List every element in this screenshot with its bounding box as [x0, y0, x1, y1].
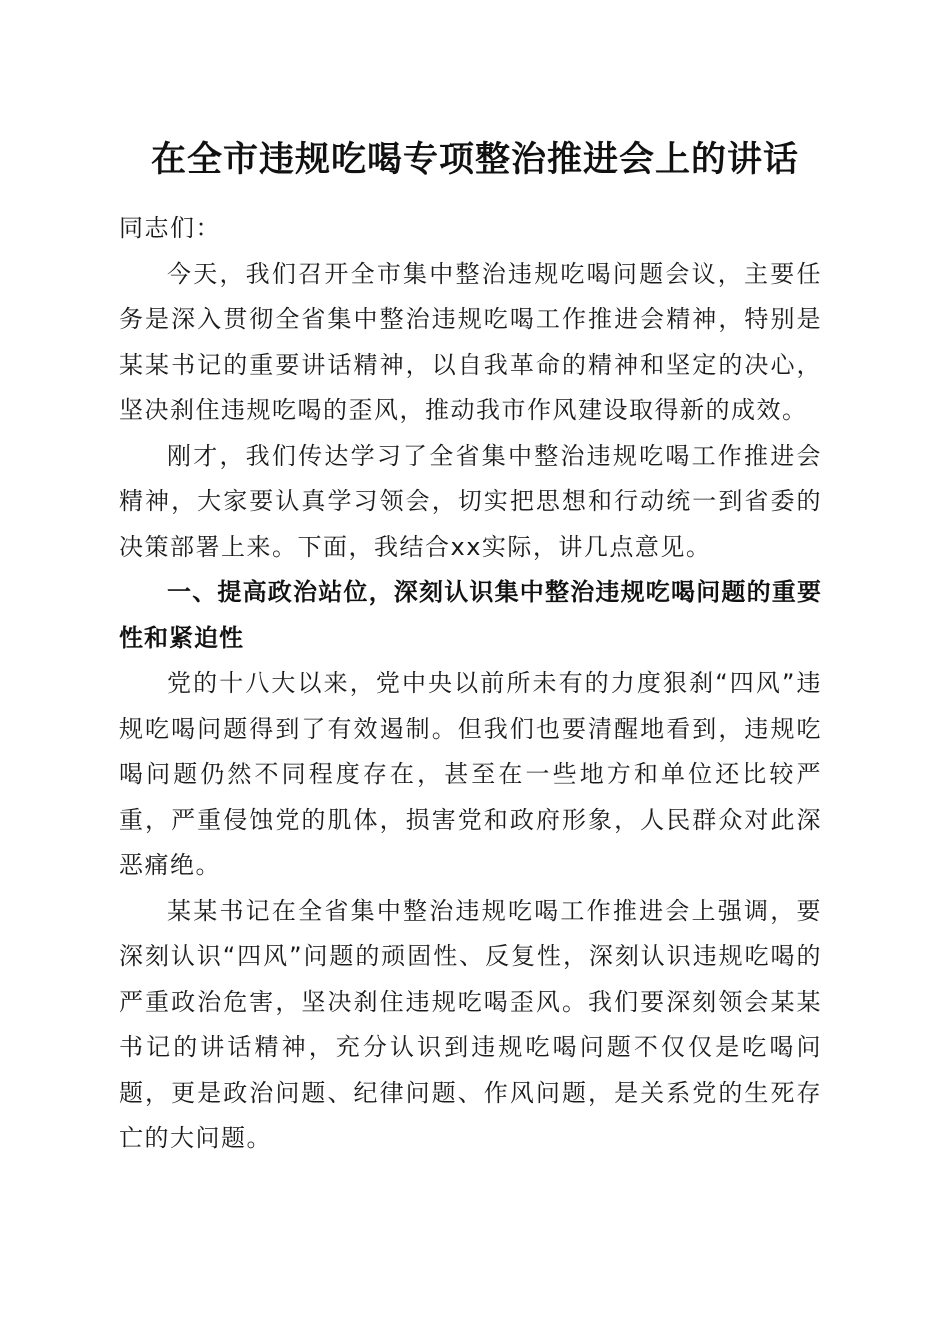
paragraph-intro: 刚才，我们传达学习了全省集中整治违规吃喝工作推进会精神，大家要认真学习领会，切实把思想和行动统一到省委的决策部署上来。下面，我结合xx实际，讲几点意见。: [119, 441, 822, 561]
section-heading-1: 一、提高政治站位，深刻认识集中整治违规吃喝问题的重要性和紧迫性: [119, 578, 822, 652]
paragraph-opening: 今天，我们召开全市集中整治违规吃喝问题会议，主要任务是深入贯彻全省集中整治违规吃喝工作推进会精神，特别是某某书记的重要讲话精神，以自我革命的精神和坚定的决心，坚决刹住违规吃喝的歪风，推动我市作风建设取得新的成效。: [119, 259, 822, 424]
document-body: [119, 206, 822, 1162]
section-1-paragraph-2: 某某书记在全省集中整治违规吃喝工作推进会上强调，要深刻认识“四风”问题的顽固性、反复性，深刻认识违规吃喝的严重政治危害，坚决刹住违规吃喝歪风。我们要深刻领会某某书记的讲话精神，充分认识到违规吃喝问题不仅仅是吃喝问题，更是政治问题、纪律问题、作风问题，是关系党的生死存亡的大问题。: [119, 896, 822, 1152]
document-title: 在全市违规吃喝专项整治推进会上的讲话: [150, 139, 799, 180]
section-1-paragraph-1: 党的十八大以来，党中央以前所未有的力度狠刹“四风”违规吃喝问题得到了有效遏制。但我们也要清醒地看到，违规吃喝问题仍然不同程度存在，甚至在一些地方和单位还比较严重，严重侵蚀党的肌体，损害党和政府形象，人民群众对此深恶痛绝。: [119, 669, 822, 879]
salutation: 同志们：: [119, 214, 221, 242]
